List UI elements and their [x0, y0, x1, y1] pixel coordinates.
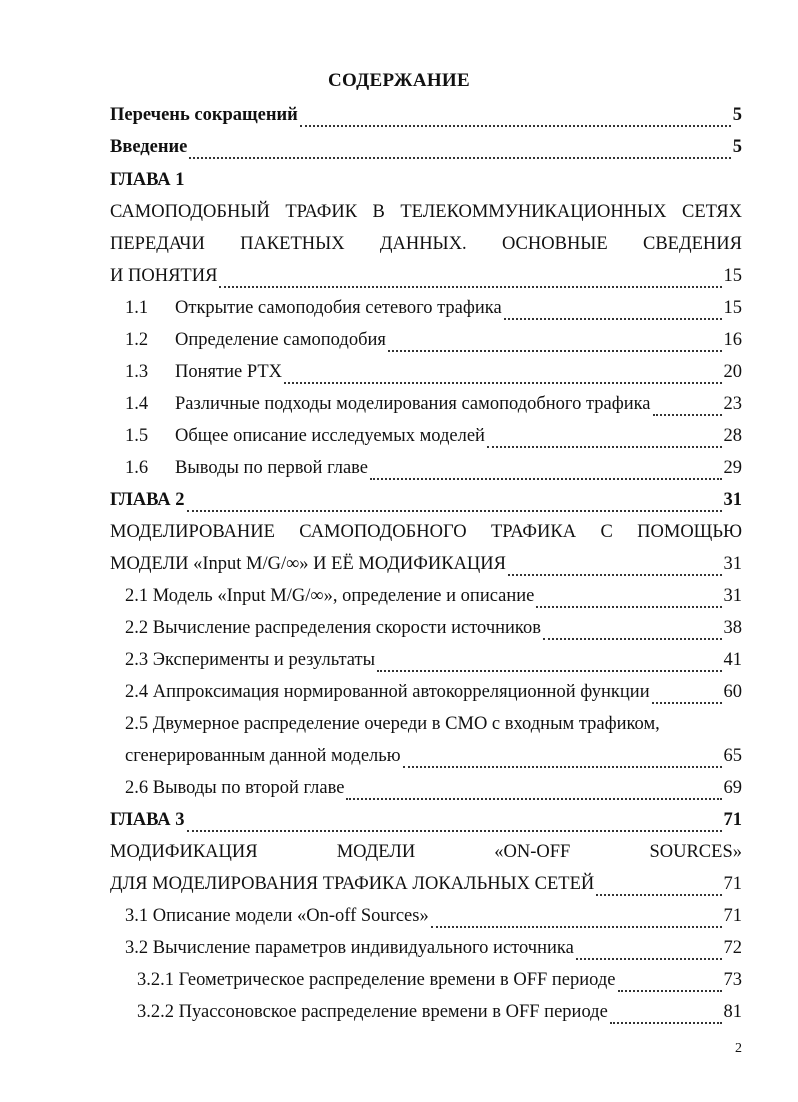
chapter-3-title-line-1: МОДИФИКАЦИЯ МОДЕЛИ «ON-OFF SOURCES»: [110, 842, 742, 862]
toc-entry-2-5-line-1: 2.5 Двумерное распределение очереди в СМО с входным трафиком,: [125, 714, 660, 734]
toc-entry-1-3: 1.3 Понятие РТХ 20: [125, 362, 742, 382]
toc-entry-3-2-2: 3.2.2 Пуассоновское распределение времени в OFF периоде 81: [137, 1002, 742, 1022]
toc-entry-1-5: 1.5 Общее описание исследуемых моделей 28: [125, 426, 742, 446]
toc-entry-2-4: 2.4 Аппроксимация нормированной автокорреляционной функции 60: [125, 682, 742, 702]
chapter-3-heading: ГЛАВА 3 71: [110, 810, 742, 830]
toc-entry-abbreviations: Перечень сокращений 5: [110, 105, 742, 125]
toc-entry-2-6: 2.6 Выводы по второй главе 69: [125, 778, 742, 798]
chapter-1-title-line-1: САМОПОДОБНЫЙ ТРАФИК В ТЕЛЕКОММУНИКАЦИОННЫХ СЕТЯХ: [110, 202, 742, 222]
chapter-1-title-line-3: И ПОНЯТИЯ 15: [110, 266, 742, 286]
toc-title: СОДЕРЖАНИЕ: [328, 70, 470, 91]
toc-entry-3-1: 3.1 Описание модели «On-off Sources» 71: [125, 906, 742, 926]
chapter-2-title-line-1: МОДЕЛИРОВАНИЕ САМОПОДОБНОГО ТРАФИКА С ПОМОЩЬЮ: [110, 522, 742, 542]
toc-entry-introduction: Введение 5: [110, 137, 742, 157]
toc-entry-2-1: 2.1 Модель «Input M/G/∞», определение и описание 31: [125, 586, 742, 606]
chapter-3-title-line-2: ДЛЯ МОДЕЛИРОВАНИЯ ТРАФИКА ЛОКАЛЬНЫХ СЕТЕЙ 71: [110, 874, 742, 894]
page-number: 2: [735, 1041, 742, 1056]
chapter-1-heading: ГЛАВА 1: [110, 170, 185, 190]
toc-entry-2-5-line-2: сгенерированным данной моделью 65: [125, 746, 742, 766]
toc-entry-2-3: 2.3 Эксперименты и результаты 41: [125, 650, 742, 670]
chapter-2-title-line-2: МОДЕЛИ «Input M/G/∞» И ЕЁ МОДИФИКАЦИЯ 31: [110, 554, 742, 574]
toc-entry-3-2: 3.2 Вычисление параметров индивидуального источника 72: [125, 938, 742, 958]
toc-entry-1-6: 1.6 Выводы по первой главе 29: [125, 458, 742, 478]
chapter-1-title-line-2: ПЕРЕДАЧИ ПАКЕТНЫХ ДАННЫХ. ОСНОВНЫЕ СВЕДЕНИЯ: [110, 234, 742, 254]
chapter-2-heading: ГЛАВА 2 31: [110, 490, 742, 510]
toc-entry-1-2: 1.2 Определение самоподобия 16: [125, 330, 742, 350]
toc-entry-1-1: 1.1 Открытие самоподобия сетевого трафика 15: [125, 298, 742, 318]
toc-entry-3-2-1: 3.2.1 Геометрическое распределение времени в OFF периоде 73: [137, 970, 742, 990]
toc-entry-2-2: 2.2 Вычисление распределения скорости источников 38: [125, 618, 742, 638]
toc-entry-1-4: 1.4 Различные подходы моделирования самоподобного трафика 23: [125, 394, 742, 414]
